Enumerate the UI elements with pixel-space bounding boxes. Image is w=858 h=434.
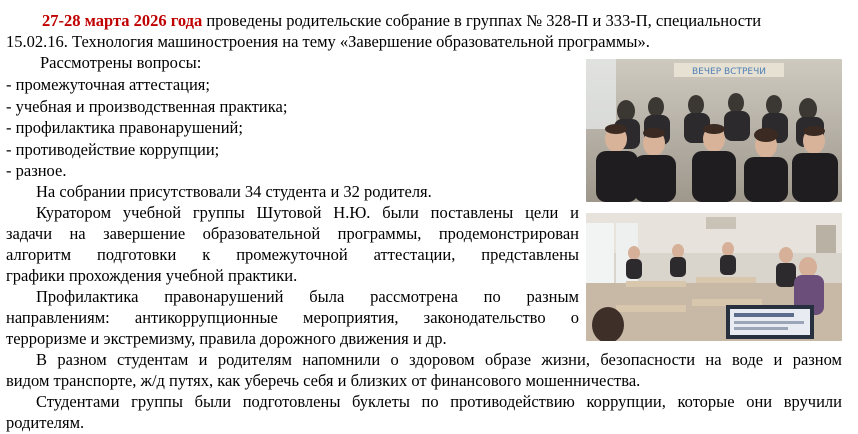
question-item: - профилактика правонарушений; bbox=[6, 118, 243, 137]
prevention-line: направлениям: антикоррупционные мероприятия, законодательство о bbox=[6, 308, 579, 327]
question-item: - промежуточная аттестация; bbox=[6, 75, 210, 94]
prevention-line: терроризме и экстремизму, правила дорожного движения и др. bbox=[6, 329, 447, 348]
questions-heading: Рассмотрены вопросы: bbox=[40, 53, 202, 72]
intro-line-2: 15.02.16. Технология машиностроения на тему «Завершение образовательной программы». bbox=[6, 32, 650, 51]
intro-line-1 bbox=[42, 10, 761, 31]
question-item: - противодействие коррупции; bbox=[6, 140, 220, 159]
prevention-line: Профилактика правонарушений была рассмотрена по разным bbox=[36, 287, 579, 306]
question-item: - разное. bbox=[6, 161, 67, 180]
booklets-line: родителям. bbox=[6, 413, 85, 432]
attendance-text: На собрании присутствовали 34 студента и 32 родителя. bbox=[36, 182, 432, 201]
intro-line-1-text: проведены родительские собрание в группах № 328-П и 333-П, специальности bbox=[202, 11, 762, 30]
misc-line: В разном студентам и родителям напомнили о здоровом образе жизни, безопасности на воде и разном bbox=[36, 350, 842, 369]
meeting-audience-photo bbox=[586, 59, 842, 202]
curator-line: Куратором учебной группы Шутовой Н.Ю. были поставлены цели и bbox=[36, 203, 579, 222]
wall-banner-text: ВЕЧЕР ВСТРЕЧИ bbox=[692, 67, 766, 77]
question-item: - учебная и производственная практика; bbox=[6, 97, 288, 116]
meeting-date: 27-28 марта 2026 года bbox=[42, 11, 203, 30]
classroom-presentation-photo bbox=[586, 213, 842, 341]
booklets-line: Студентами группы были подготовлены буклеты по противодействию коррупции, которые они вручили bbox=[36, 392, 842, 411]
curator-line: графики прохождения учебной практики. bbox=[6, 266, 298, 285]
curator-line: задачи на завершение образовательной программы, продемонстрирован bbox=[6, 224, 579, 243]
misc-line: видом транспорте, ж/д путях, как уберечь себя и близких от финансового мошенничества. bbox=[6, 371, 641, 390]
curator-line: алгоритм подготовки к промежуточной аттестации, представлены bbox=[6, 245, 579, 264]
